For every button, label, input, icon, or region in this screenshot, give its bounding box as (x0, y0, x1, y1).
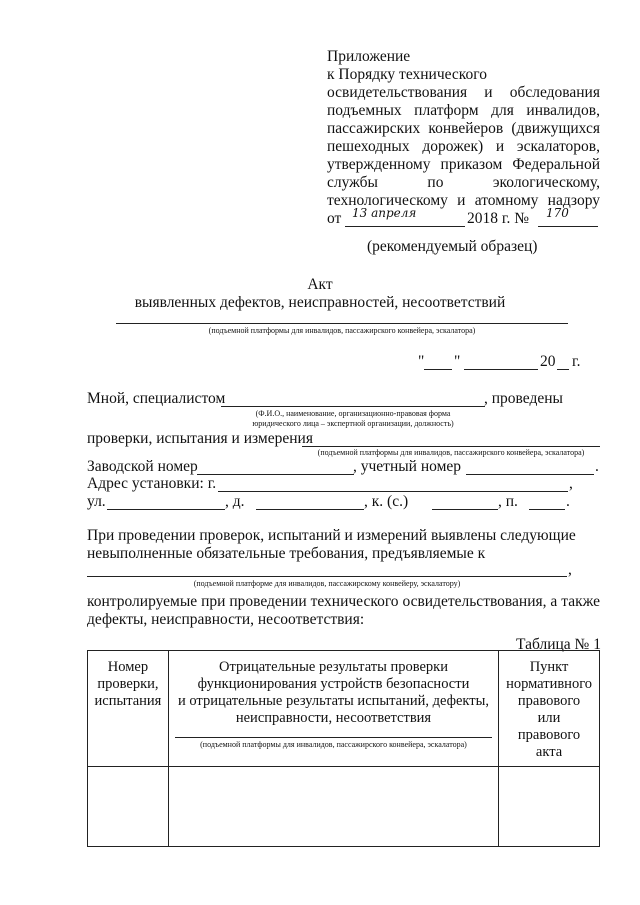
header-number-line-3: испытания (94, 693, 162, 709)
appendix-line-8: службы по экологическому, (327, 174, 600, 191)
appendix-line-5: пассажирских конвейеров (движущихся (327, 120, 600, 137)
header-cell-clause (499, 651, 600, 767)
table-header-row (88, 651, 600, 767)
date-quote-open: " (418, 353, 425, 370)
factory-label: Заводской номер (87, 458, 198, 475)
header-results-line-3: и отрицательные результаты испытаний, дефекты, (177, 693, 489, 709)
header-cell-results (168, 651, 498, 767)
findings-line-3: контролируемые при проведении технического освидетельствования, а также (87, 593, 600, 610)
address-building-line (432, 509, 498, 510)
date-year: 20 (540, 353, 556, 370)
checks-text: проверки, испытания и измерения (87, 430, 313, 447)
findings-line-1: При проведении проверок, испытаний и измерений выявлены следующие (87, 527, 576, 544)
findings-object-line (87, 576, 567, 577)
address-entrance-label: , п. (498, 493, 518, 510)
table-row (88, 767, 600, 847)
address-label: Адрес установки: г. (87, 475, 217, 492)
appendix-date-handwritten: 13 апреля (352, 206, 417, 220)
header-results-underline (175, 737, 492, 738)
date-year-line (557, 369, 569, 370)
act-subtitle: выявленных дефектов, неисправностей, несоответствий (134, 294, 506, 311)
appendix-line-1: Приложение (327, 48, 411, 65)
address-end: , (569, 475, 573, 492)
appendix-number-handwritten: 170 (546, 206, 569, 220)
header-clause-line-4: или (537, 710, 561, 726)
sample-note: (рекомендуемый образец) (367, 238, 538, 255)
header-clause-line-3: правового (517, 693, 581, 709)
specialist-prefix: Мной, специалистом (87, 390, 226, 407)
address-house-line (256, 509, 364, 510)
appendix-number-line (538, 226, 598, 227)
address-dot: . (566, 493, 570, 510)
table-cell-clause (499, 767, 600, 847)
findings-caption: (подъемной платформе для инвалидов, пассажирскому конвейеру, эскалатору) (193, 579, 461, 588)
header-results-caption: (подъемной платформы для инвалидов, пассажирского конвейера, эскалатора) (200, 740, 467, 749)
findings-comma: , (568, 561, 572, 578)
factory-number-line (197, 474, 354, 475)
appendix-date-line (345, 226, 465, 227)
address-street-line (107, 509, 225, 510)
factory-end: . (595, 458, 599, 475)
appendix-line-6: пешеходных дорожек) и эскалаторов, (327, 138, 600, 155)
date-day-line (424, 369, 452, 370)
act-title: Акт (307, 276, 333, 293)
specialist-suffix: , проведены (484, 390, 563, 407)
header-cell-number (88, 651, 169, 767)
date-month-line (464, 369, 538, 370)
appendix-line-9: технологическому и атомному надзору (327, 192, 600, 209)
address-house-label: , д. (225, 493, 245, 510)
header-clause-line-6: акта (535, 744, 563, 760)
table-label: Таблица № 1 (516, 636, 601, 653)
date-suffix: г. (572, 353, 581, 370)
table-cell-number (88, 767, 169, 847)
findings-line-2: невыполненные обязательные требования, предъявляемые к (87, 545, 486, 562)
specialist-line (221, 406, 485, 407)
findings-line-4: дефекты, неисправности, несоответствия: (87, 611, 365, 628)
appendix-date-prefix: от (327, 210, 342, 227)
table-cell-results (168, 767, 498, 847)
appendix-line-7: утвержденному приказом Федеральной (327, 156, 600, 173)
appendix-year: 2018 г. № (467, 210, 530, 227)
header-number-line-1: Номер (107, 659, 149, 675)
specialist-caption-2: юридического лица – экспертной организации, должность) (252, 419, 454, 428)
appendix-line-3: освидетельствования и обследования (327, 84, 600, 101)
header-results-line-2: функционирования устройств безопасности (197, 676, 470, 692)
header-clause-line-2: нормативного (506, 676, 593, 692)
appendix-line-4: подъемных платформ для инвалидов, (327, 102, 600, 119)
header-results-line-4: неисправности, несоответствия (235, 710, 432, 726)
address-entrance-line (529, 509, 565, 510)
header-clause-line-5: правового (517, 727, 581, 743)
account-label: , учетный номер (353, 458, 462, 475)
address-city-line (218, 491, 568, 492)
address-street-label: ул. (87, 493, 106, 510)
header-results-line-1: Отрицательные результаты проверки (218, 659, 448, 675)
appendix-line-2: к Порядку технического (327, 66, 487, 83)
header-number-line-2: проверки, (97, 676, 159, 692)
platform-line (116, 323, 568, 324)
platform-caption: (подъемной платформы для инвалидов, пассажирского конвейера, эскалатора) (208, 326, 476, 335)
address-building-label: , к. (с.) (364, 493, 409, 510)
account-number-line (466, 474, 594, 475)
checks-caption: (подъемной платформы для инвалидов, пассажирского конвейера, эскалатора) (317, 448, 585, 457)
specialist-caption-1: (Ф.И.О., наименование, организационно-правовая форма (255, 409, 451, 418)
date-quote-close: " (454, 353, 461, 370)
checks-line (302, 446, 600, 447)
defects-table (87, 650, 600, 847)
header-clause-line-1: Пункт (529, 659, 569, 675)
